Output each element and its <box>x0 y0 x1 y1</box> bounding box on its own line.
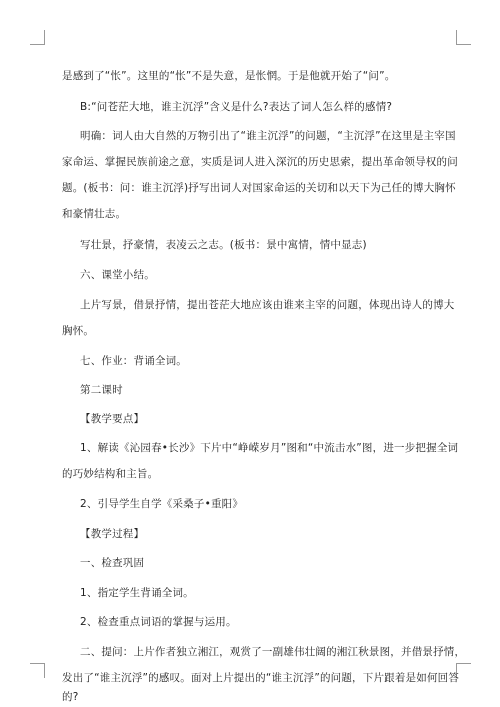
text-line: 写壮景，抒豪情，表凌云之志。(板书：景中寓情，情中显志) <box>80 239 367 251</box>
text-line: 是感到了“怅”。这里的“怅”不是失意，是怅惘。于是他就开始了“问”。 <box>62 70 396 82</box>
text-line: 1、解读《沁园春•长沙》下片中“峥嵘岁月”图和“中流击水”图，进一步把握全词 <box>80 442 459 454</box>
text-line: 胸怀。 <box>62 325 95 337</box>
crop-mark-top-right <box>456 30 471 45</box>
text-line: 二、提问：上片作者独立湘江，观赏了一副雄伟壮阔的湘江秋景图，并借景抒情， <box>80 646 466 658</box>
text-line: 的? <box>62 691 79 703</box>
section-heading: 【教学过程】 <box>80 528 145 540</box>
text-line: 和豪情壮志。 <box>62 208 127 220</box>
text-line: 家命运、掌握民族前途之意，实质是词人进入深沉的历史思索，提出革命领导权的问 <box>62 156 458 168</box>
section-heading: 七、作业：背诵全词。 <box>80 355 187 367</box>
text-line: 2、检查重点词语的掌握与运用。 <box>80 616 237 628</box>
text-line: 发出了“谁主沉浮”的感叹。面对上片提出的“谁主沉浮”的问题，下片跟着是如何回答 <box>62 672 460 684</box>
section-heading: 第二课时 <box>80 384 123 396</box>
text-line: B:“问苍茫大地，谁主沉浮”含义是什么?表达了词人怎么样的感情? <box>80 101 393 113</box>
text-line: 上片写景，借景抒情，提出苍茫大地应该由谁来主宰的问题，体现出诗人的博大 <box>80 299 455 311</box>
text-line: 2、引导学生自学《采桑子•重阳》 <box>80 498 244 510</box>
text-line: 明确：词人由大自然的万物引出了“谁主沉浮”的问题，“主沉浮”在这里是主宰国 <box>80 130 456 142</box>
section-heading: 【教学要点】 <box>80 413 145 425</box>
text-line: 的巧妙结构和主旨。 <box>62 468 159 480</box>
section-heading: 一、检查巩固 <box>80 557 145 569</box>
crop-mark-top-left <box>30 30 45 45</box>
text-line: 题。(板书：问：谁主沉浮)抒写出词人对国家命运的关切和以天下为己任的博大胸怀 <box>62 182 456 194</box>
section-heading: 六、课堂小结。 <box>80 269 155 281</box>
text-line: 1、指定学生背诵全词。 <box>80 587 194 599</box>
